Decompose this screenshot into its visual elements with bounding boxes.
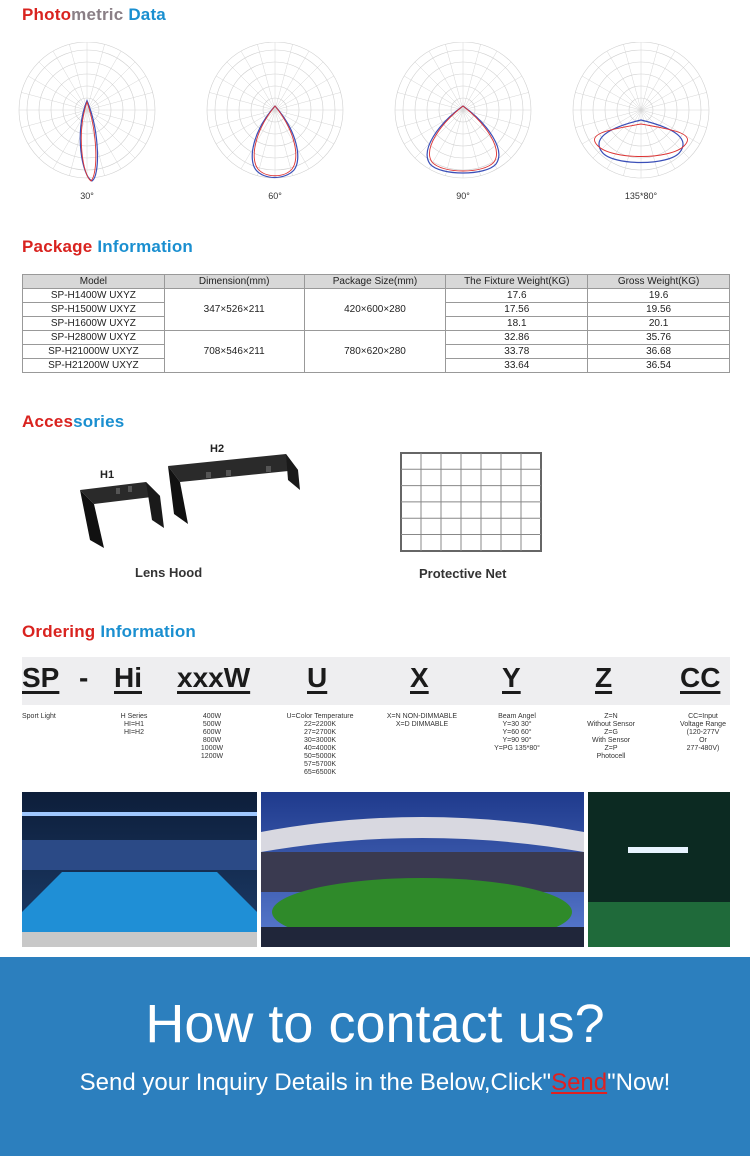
table-cell: 35.76 xyxy=(588,331,730,345)
code-sp: SP xyxy=(22,662,60,693)
table-cell: 19.6 xyxy=(588,289,730,303)
h1-label: H1 xyxy=(100,469,115,481)
desc-sensor: Z=N Without Sensor Z=G With Sensor Z=P Photocell xyxy=(587,713,635,760)
desc-series: H Series HI=H1 HI=H2 xyxy=(120,713,148,736)
code-y: Y xyxy=(502,662,521,693)
polar-caption: 135*80° xyxy=(624,191,658,201)
table-cell: 33.78 xyxy=(446,345,588,359)
table-cell: 20.1 xyxy=(588,317,730,331)
protective-net-label: Protective Net xyxy=(419,566,507,581)
photometric-title: Photometric Data xyxy=(22,5,166,24)
table-header: The Fixture Weight(KG) xyxy=(446,275,588,289)
contact-line-after: "Now! xyxy=(607,1069,671,1096)
code-dash: - xyxy=(79,662,89,693)
desc-voltage: CC=Input Voltage Range (120-277V Or 277-480V) xyxy=(680,713,726,752)
table-cell: 32.86 xyxy=(446,331,588,345)
desc-beam-angle: Beam Angel Y=30 30° Y=60 60° Y=90 90° Y=PG 135*80° xyxy=(494,713,540,752)
accessories-title: Accessories xyxy=(22,412,125,431)
contact-subline xyxy=(0,1069,750,1097)
desc-color-temp: U=Color Temperature 22=2200K 27=2700K 30=3000K 40=4000K 50=5000K 57=5700K 65=6500K xyxy=(286,713,354,776)
code-cc: CC xyxy=(680,662,721,693)
table-row xyxy=(23,331,730,345)
polar-diagram-135x80 xyxy=(566,42,716,187)
table-cell: 36.54 xyxy=(588,359,730,373)
polar-chart-90 xyxy=(384,42,542,201)
lens-hood-image xyxy=(76,440,306,555)
table-cell: 17.56 xyxy=(446,303,588,317)
table-cell: SP-H21200W UXYZ xyxy=(23,359,165,373)
package-title: Package Information xyxy=(22,237,194,256)
table-cell: 708×546×211 xyxy=(164,331,304,373)
table-cell: 18.1 xyxy=(446,317,588,331)
send-link[interactable]: Send xyxy=(551,1069,608,1096)
table-cell: 780×620×280 xyxy=(304,331,446,373)
table-cell: 420×600×280 xyxy=(304,289,446,331)
contact-heading: How to contact us? xyxy=(145,994,605,1054)
code-z: Z xyxy=(595,662,613,693)
table-header: Gross Weight(KG) xyxy=(588,275,730,289)
contact-line-before: Send your Inquiry Details in the Below,Click" xyxy=(79,1069,552,1096)
table-cell: 19.56 xyxy=(588,303,730,317)
table-cell: 33.64 xyxy=(446,359,588,373)
table-header-row xyxy=(23,275,730,289)
table-cell: SP-H1500W UXYZ xyxy=(23,303,165,317)
swimming-pool-photo xyxy=(22,792,257,947)
table-cell: 347×526×211 xyxy=(164,289,304,331)
polar-diagram-90 xyxy=(388,42,538,187)
package-table xyxy=(22,274,730,373)
table-cell: SP-H1600W UXYZ xyxy=(23,317,165,331)
table-header: Dimension(mm) xyxy=(164,275,304,289)
table-cell: SP-H2800W UXYZ xyxy=(23,331,165,345)
polar-caption: 90° xyxy=(456,191,470,201)
contact-banner xyxy=(0,957,750,1156)
polar-caption: 30° xyxy=(80,191,94,201)
table-cell: 36.68 xyxy=(588,345,730,359)
polar-caption: 60° xyxy=(268,191,282,201)
arena-photo xyxy=(588,792,730,947)
table-header: Package Size(mm) xyxy=(304,275,446,289)
table-header: Model xyxy=(23,275,165,289)
polar-diagram-30 xyxy=(12,42,162,187)
polar-chart-135x80 xyxy=(562,42,720,201)
table-cell: 17.6 xyxy=(446,289,588,303)
table-cell: SP-H21000W UXYZ xyxy=(23,345,165,359)
table-row xyxy=(23,289,730,303)
desc-dimming: X=N NON-DIMMABLE X=D DIMMABLE xyxy=(386,713,458,728)
h2-label: H2 xyxy=(210,443,225,455)
polar-chart-60 xyxy=(196,42,354,201)
polar-diagram-60 xyxy=(200,42,350,187)
lens-hood-label: Lens Hood xyxy=(135,565,203,580)
code-x: X xyxy=(410,662,429,693)
table-cell: SP-H1400W UXYZ xyxy=(23,289,165,303)
polar-chart-30 xyxy=(8,42,166,201)
code-hi: Hi xyxy=(114,662,142,693)
desc-sport-light: Sport Light xyxy=(22,713,56,720)
code-u: U xyxy=(307,662,328,693)
protective-net-image xyxy=(398,450,544,554)
ordering-title: Ordering Information xyxy=(22,622,197,641)
code-xxxw: xxxW xyxy=(177,662,251,693)
stadium-photo xyxy=(261,792,584,947)
desc-wattage: 400W 500W 600W 800W 1000W 1200W xyxy=(200,713,224,760)
